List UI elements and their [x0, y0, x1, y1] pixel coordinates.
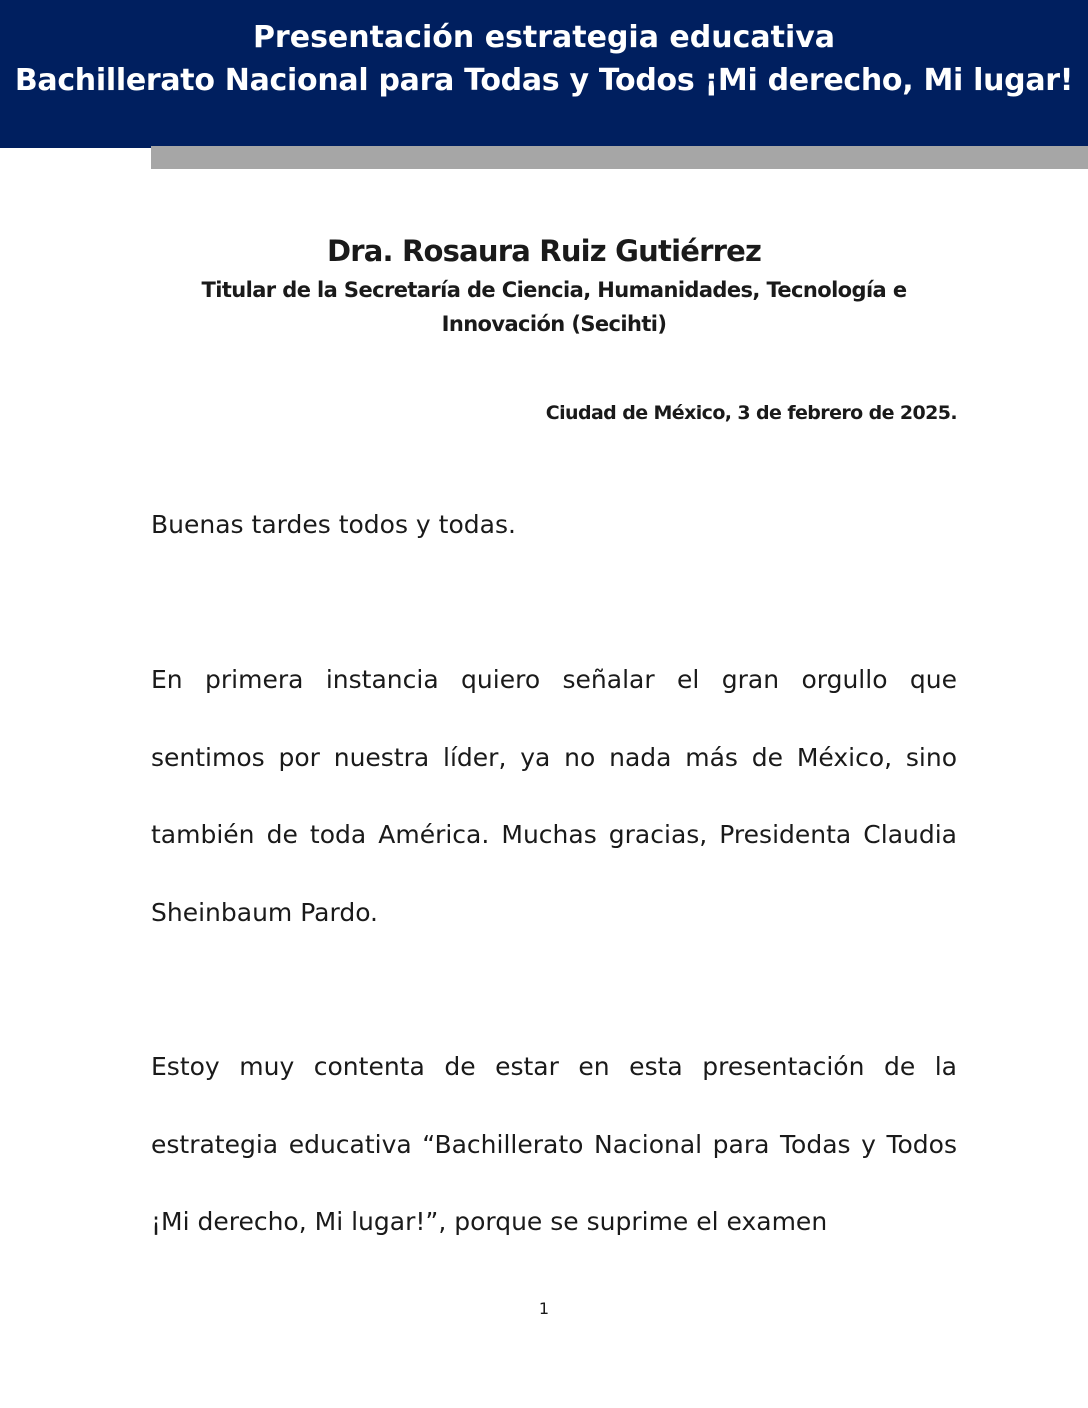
paragraph-presentation: Estoy muy contenta de estar en esta presentación de la estrategia educativa “Bachillerato Nacional para Todas y Todos ¡Mi derecho, Mi lugar!”, porque se suprime el examen — [151, 1052, 957, 1236]
dateline: Ciudad de México, 3 de febrero de 2025. — [545, 402, 957, 424]
author-name: Dra. Rosaura Ruiz Gutiérrez — [326, 234, 762, 268]
page-number: 1 — [538, 1299, 550, 1318]
header-subtitle: Bachillerato Nacional para Todas y Todos ¡Mi derecho, Mi lugar! — [14, 63, 1074, 98]
paragraph-greeting: Buenas tardes todos y todas. — [151, 510, 516, 539]
header-title: Presentación estrategia educativa — [252, 20, 836, 55]
header-accent-bar — [151, 146, 1088, 169]
author-role: Titular de la Secretaría de Ciencia, Humanidades, Tecnología e Innovación (Secihti) — [201, 278, 907, 336]
paragraph-acknowledgment: En primera instancia quiero señalar el gran orgullo que sentimos por nuestra líder, ya no nada más de México, sino también de toda América. Muchas gracias, Presidenta Claudia Sheinbaum Pardo. — [151, 665, 957, 927]
header-band — [0, 0, 1088, 148]
